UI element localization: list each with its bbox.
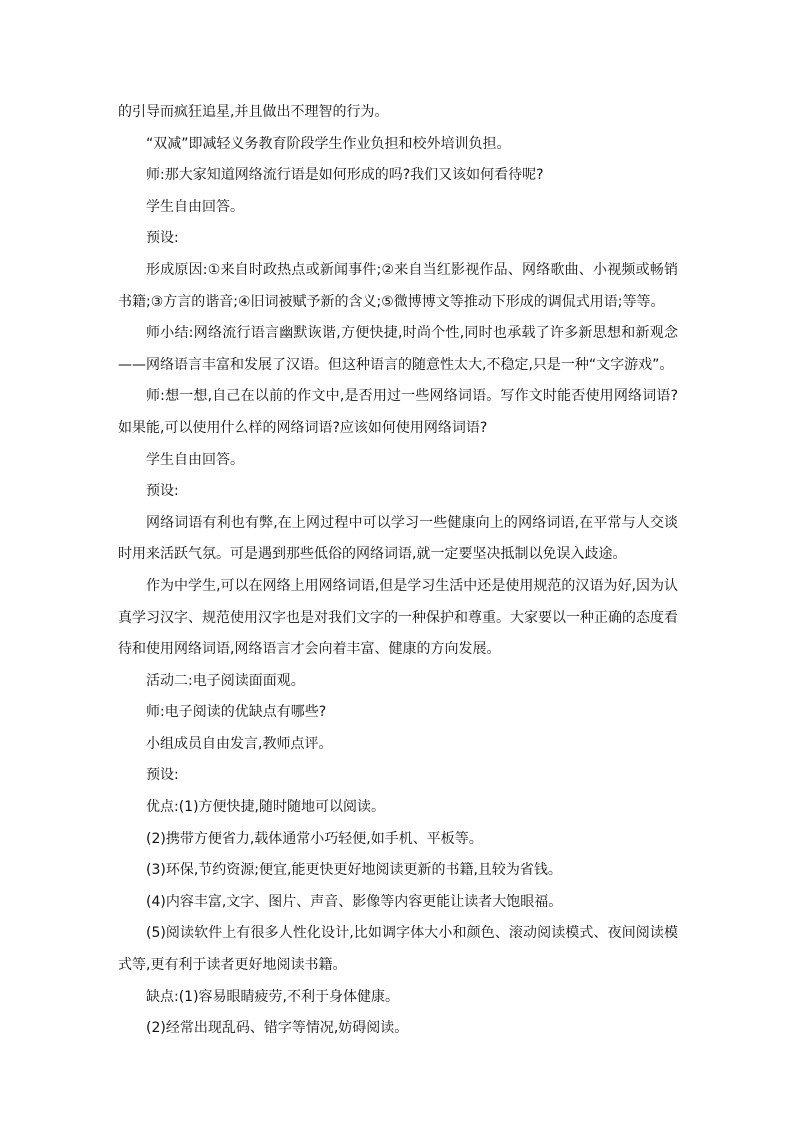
paragraph-continuation: 的引导而疯狂追星,并且做出不理智的行为。 [118, 104, 389, 120]
paragraph-group-discussion: 小组成员自由发言,教师点评。 [146, 735, 333, 752]
paragraph-teacher-question-2: 师:想一想,自己在以前的作文中,是否用过一些网络词语。写作文时能否使用网络词语?如果能,可以使用什么样的网络词语?应该如何使用网络词语? [118, 388, 678, 436]
paragraph-pros-cons-network-words: 网络词语有利也有弊,在上网过程中可以学习一些健康向上的网络词语,在平常与人交谈时用来活跃气氛。可是遇到那些低俗的网络词语,就一定要坚决抵制以免误入歧途。 [118, 514, 678, 563]
paragraph-preset-3: 预设: [146, 767, 179, 784]
paragraph-disadvantage-1: 缺点:(1)容易眼睛疲劳,不利于身体健康。 [146, 988, 399, 1005]
paragraph-middle-school-advice: 作为中学生,可以在网络上用网络词语,但是学习生活中还是使用规范的汉语为好,因为认真学习汉字、规范使用汉字也是对我们文字的一种保护和尊重。大家要以一种正确的态度看待和使用网络词语,网络语言才会向着丰富、健康的方向发展。 [118, 577, 678, 658]
paragraph-advantage-3: (3)环保,节约资源;便宜,能更快更好地阅读更新的书籍,且较为省钱。 [146, 862, 562, 879]
document-body [118, 97, 678, 1045]
paragraph-teacher-question-3: 师:电子阅读的优缺点有哪些? [146, 704, 327, 721]
paragraph-advantage-4: (4)内容丰富,文字、图片、声音、影像等内容更能让读者大饱眼福。 [146, 893, 563, 910]
paragraph-disadvantage-2: (2)经常出现乱码、错字等情况,妨碍阅读。 [146, 1020, 409, 1037]
paragraph-shuangjian-note: “双减”即减轻义务教育阶段学生作业负担和校外培训负担。 [146, 135, 511, 152]
paragraph-advantage-2: (2)携带方便省力,载体通常小巧轻便,如手机、平板等。 [146, 830, 483, 847]
paragraph-advantage-1: 优点:(1)方便快捷,随时随地可以阅读。 [146, 799, 385, 816]
paragraph-student-answer-1: 学生自由回答。 [146, 198, 244, 215]
paragraph-student-answer-2: 学生自由回答。 [146, 451, 244, 468]
paragraph-teacher-summary: 师小结:网络流行语言幽默诙谐,方便快捷,时尚个性,同时也承载了许多新思想和新观念——网络语言丰富和发展了汉语。但这种语言的随意性太大,不稳定,只是一种“文字游戏”。 [118, 325, 678, 373]
paragraph-teacher-question-1: 师:那大家知道网络流行语是如何形成的吗?我们又该如何看待呢? [146, 167, 544, 184]
paragraph-activity-two-title: 活动二:电子阅读面面观。 [146, 672, 305, 689]
paragraph-advantage-5: (5)阅读软件上有很多人性化设计,比如调字体大小和颜色、滚动阅读模式、夜间阅读模式等,更有利于读者更好地阅读书籍。 [118, 925, 678, 974]
paragraph-preset-2: 预设: [146, 483, 179, 500]
paragraph-preset-1: 预设: [146, 230, 179, 247]
paragraph-formation-reasons: 形成原因:①来自时政热点或新闻事件;②来自当红影视作品、网络歌曲、小视频或畅销书籍;③方言的谐音;④旧词被赋予新的含义;⑤微博博文等推动下形成的调侃式用语;等等。 [118, 261, 678, 310]
